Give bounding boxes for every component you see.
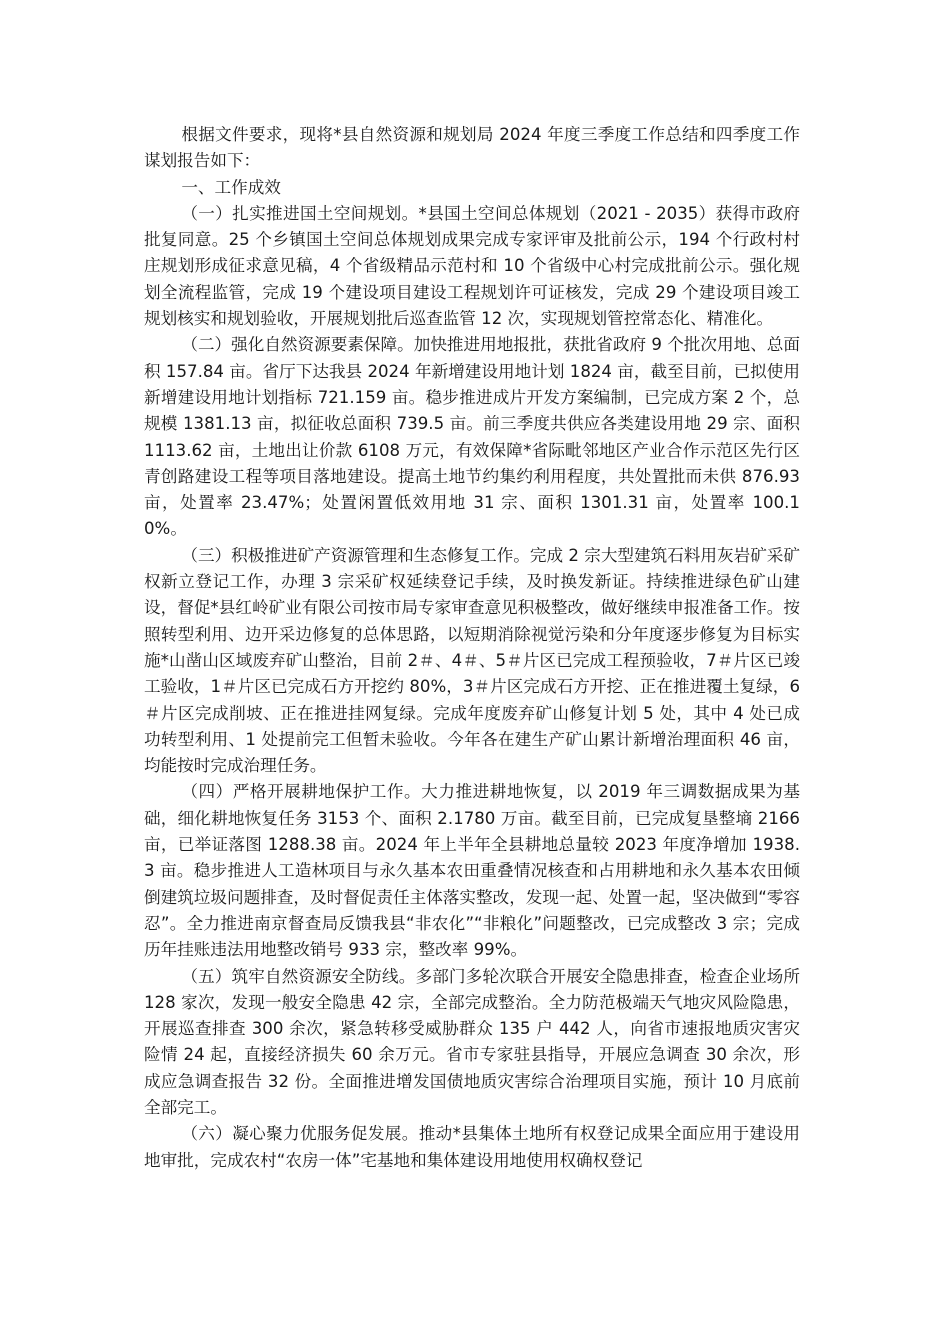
paragraph-planning: （一）扎实推进国土空间规划。*县国土空间总体规划（2021 - 2035）获得市政府批复同意。25 个乡镇国土空间总体规划成果完成专家评审及批前公示，194 个行政村村庄规划形成征求意见稿，4 个省级精品示范村和 10 个省级中心村完成批前公示。强化规划全流程监管，完成 19 个建设项目建设工程规划许可证核发，完成 29 个建设项目竣工规划核实和规划验收，开展规划批后巡查监管 12 次，实现规划管控常态化、精准化。 [144, 203, 800, 329]
paragraph-safety: （五）筑牢自然资源安全防线。多部门多轮次联合开展安全隐患排查，检查企业场所 128 家次，发现一般安全隐患 42 宗，全部完成整治。全力防范极端天气地灾风险隐患，开展巡查排查 300 余次，紧急转移受威胁群众 135 户 442 人，向省市速报地质灾害灾险情 24 起，直接经济损失 60 余万元。省市专家驻县指导，开展应急调查 30 余次，形成应急调查报告 32 份。全面推进增发国债地质灾害综合治理项目实施，预计 10 月底前全部完工。 [144, 966, 800, 1117]
paragraph-mineral-ecology: （三）积极推进矿产资源管理和生态修复工作。完成 2 宗大型建筑石料用灰岩矿采矿权新立登记工作，办理 3 宗采矿权延续登记手续，及时换发新证。持续推进绿色矿山建设，督促*县红岭矿业有限公司按市局专家审查意见积极整改，做好继续申报准备工作。按照转型利用、边开采边修复的总体思路，以短期消除视觉污染和分年度逐步修复为目标实施*山凿山区域废弃矿山整治，目前 2＃、4＃、5＃片区已完成工程预验收，7＃片区已竣工验收，1＃片区已完成石方开挖约 80%，3＃片区完成石方开挖、正在推进覆土复绿，6＃片区完成削坡、正在推进挂网复绿。完成年度废弃矿山修复计划 5 处，其中 4 处已成功转型利用、1 处提前完工但暂未验收。今年各在建生产矿山累计新增治理面积 46 亩，均能按时完成治理任务。 [144, 545, 800, 776]
paragraph-service: （六）凝心聚力优服务促发展。推动*县集体土地所有权登记成果全面应用于建设用地审批，完成农村“农房一体”宅基地和集体建设用地使用权确权登记 [144, 1124, 800, 1170]
document-page [144, 122, 800, 1174]
paragraph-farmland-protection: （四）严格开展耕地保护工作。大力推进耕地恢复，以 2019 年三调数据成果为基础，细化耕地恢复任务 3153 个、面积 2.1780 万亩。截至目前，已完成复垦整墒 2166 亩，已举证落图 1288.38 亩。2024 年上半年全县耕地总量较 2023 年度净增加 1938.3 亩。稳步推进人工造林项目与永久基本农田重叠情况核查和占用耕地和永久基本农田倾倒建筑垃圾问题排查，及时督促责任主体落实整改，发现一起、处置一起，坚决做到“零容忍”。全力推进南京督查局反馈我县“非农化”“非粮化”问题整改，已完成整改 3 宗；完成历年挂账违法用地整改销号 933 宗，整改率 99%。 [144, 782, 800, 960]
paragraph-resource-guarantee: （二）强化自然资源要素保障。加快推进用地报批，获批省政府 9 个批次用地、总面积 157.84 亩。省厅下达我县 2024 年新增建设用地计划 1824 亩，截至目前，已拟使用新增建设用地计划指标 721.159 亩。稳步推进成片开发方案编制，已完成方案 2 个，总规模 1381.13 亩，拟征收总面积 739.5 亩。前三季度共供应各类建设用地 29 宗、面积 1113.62 亩，土地出让价款 6108 万元，有效保障*省际毗邻地区产业合作示范区先行区青创路建设工程等项目落地建设。提高土地节约集约利用程度，共处置批而未供 876.93 亩，处置率 23.47%；处置闲置低效用地 31 宗、面积 1301.31 亩，处置率 100.10%。 [144, 335, 800, 539]
intro-paragraph: 根据文件要求，现将*县自然资源和规划局 2024 年度三季度工作总结和四季度工作谋划报告如下： [144, 125, 800, 171]
section-heading: 一、工作成效 [181, 177, 281, 197]
